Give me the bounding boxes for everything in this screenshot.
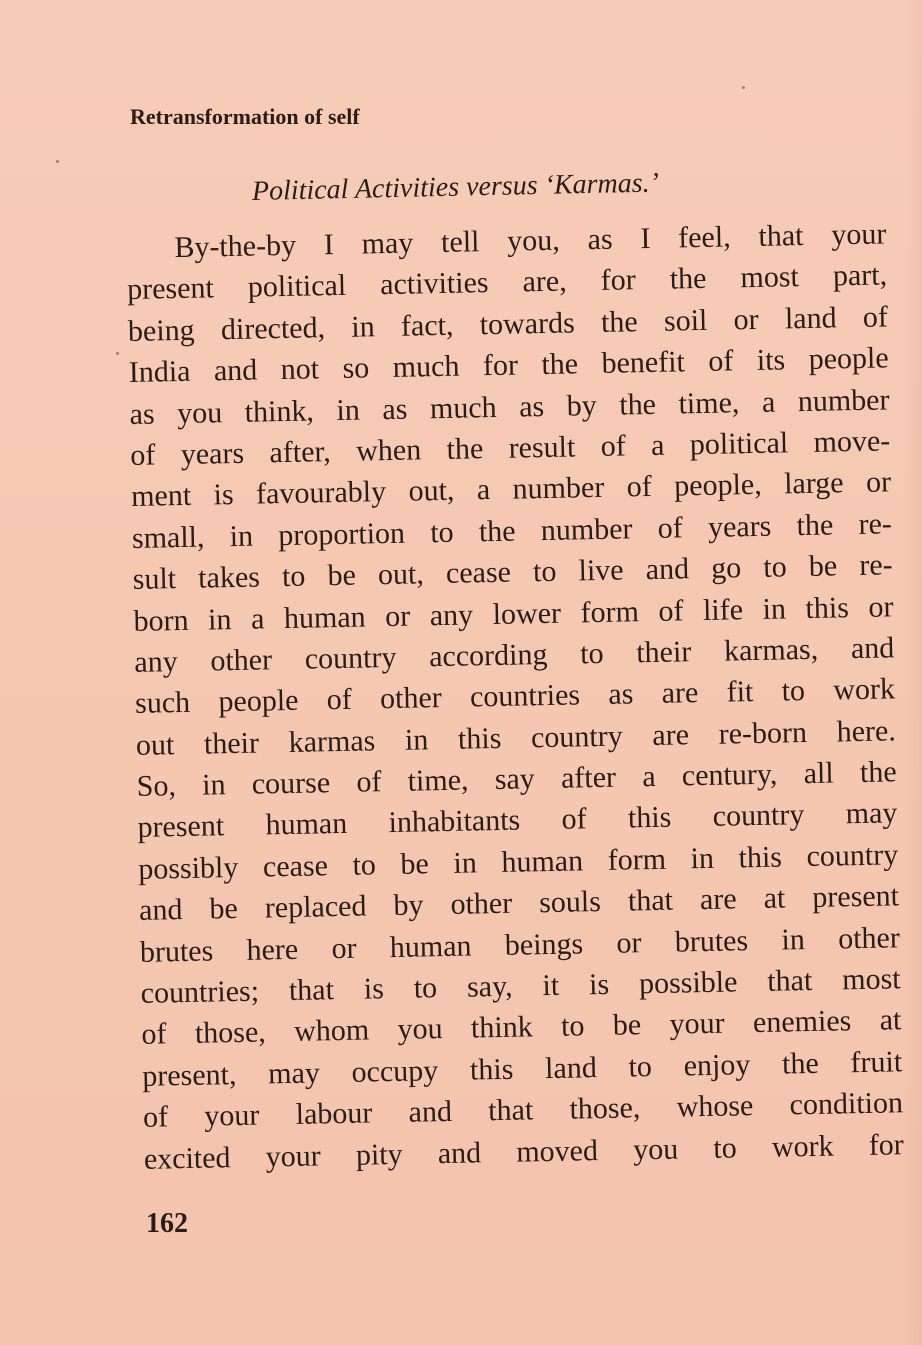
text-line: By-the-by I may tell you, as I feel, that your: [174, 217, 887, 265]
text-line: out their karmas in this country are re-born here.: [135, 714, 897, 762]
text-line: and be replaced by other souls that are at present: [138, 879, 900, 928]
section-title: Political Activities versus ‘Karmas.’: [251, 167, 660, 207]
text-line: small, in proportion to the number of years the re-: [131, 507, 893, 555]
text-line: of years after, when the result of a political move-: [130, 424, 891, 472]
text-line: ment is favourably out, a number of people, large or: [130, 465, 892, 514]
paper-speck: [56, 160, 59, 163]
text-line: present political activities are, for the most part,: [126, 258, 888, 307]
paper-speck: [116, 352, 119, 355]
text-line: present, may occupy this land to enjoy the fruit: [141, 1045, 903, 1093]
text-line: excited your pity and moved you to work for: [143, 1127, 905, 1176]
text-line: being directed, in fact, towards the soil or land of: [127, 300, 889, 348]
text-line: of your labour and that those, whose condition: [142, 1086, 904, 1135]
text-line: brutes here or human beings or brutes in other: [139, 920, 901, 969]
text-line: possibly cease to be in human form in this country: [137, 838, 899, 886]
text-line: as you think, in as much as by the time, a number: [129, 382, 890, 431]
text-line: any other country according to their karmas, and: [134, 631, 895, 679]
text-line: present human inhabitants of this country may: [137, 796, 898, 845]
paper-speck: [742, 86, 745, 89]
text-line: countries; that is to say, it is possible that most: [140, 962, 901, 1010]
text-line: of those, whom you think to be your enemies at: [141, 1003, 902, 1052]
text-line: born in a human or any lower form of life in this or: [133, 589, 894, 638]
text-line: India and not so much for the benefit of its people: [128, 341, 889, 390]
text-line: such people of other countries as are fit to work: [134, 672, 896, 721]
page-number: 162: [146, 1208, 188, 1239]
text-line: So, in course of time, say after a century, all the: [136, 755, 897, 803]
text-line: sult takes to be out, cease to live and go to be re-: [132, 548, 893, 597]
body-paragraph: [126, 213, 904, 1179]
running-head: Retransformation of self: [130, 104, 360, 129]
